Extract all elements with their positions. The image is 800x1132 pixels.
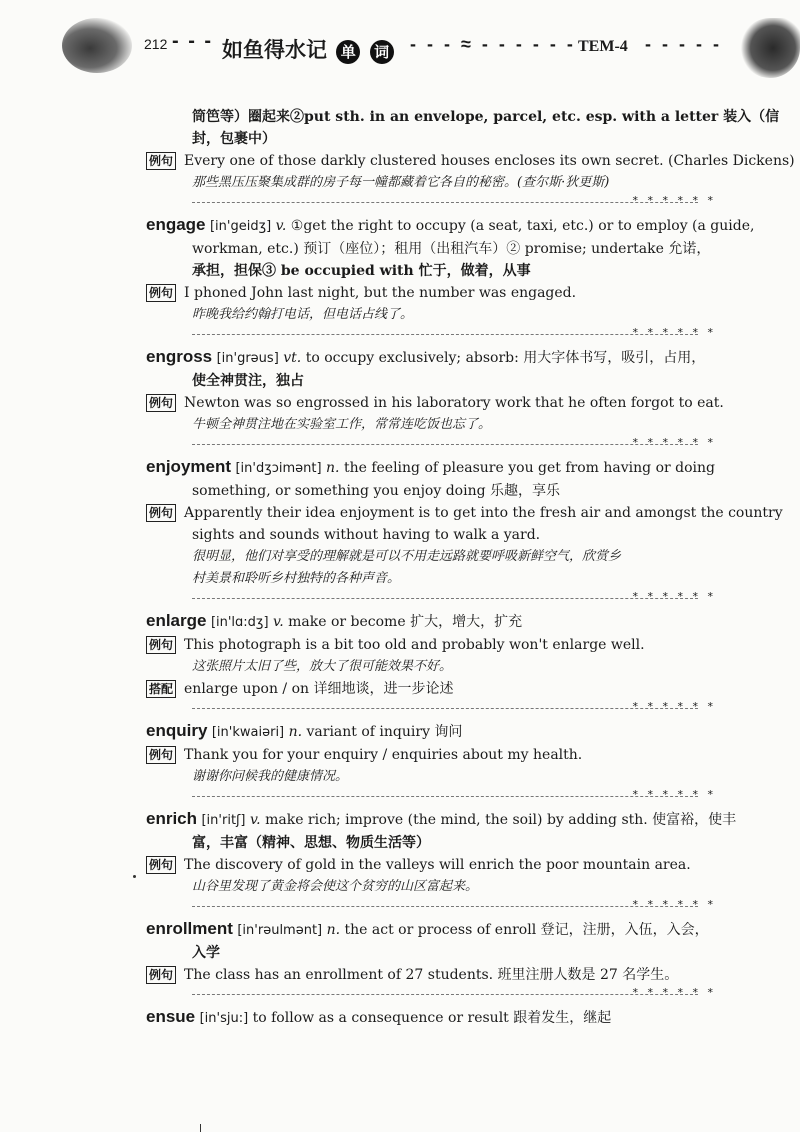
phonetic: [in'lɑ:dʒ]: [210, 615, 269, 630]
series-title-text: 如鱼得水记: [222, 37, 327, 62]
definition-line: 富，丰富（精神、思想、物质生活等）: [192, 835, 430, 851]
separator-stars: * * * * * *: [632, 700, 716, 713]
separator-stars: * * * * * *: [632, 194, 716, 207]
intro-line-2: 封，包裹中）: [192, 131, 276, 147]
example-line: [146, 964, 716, 986]
part-of-speech: v.: [275, 218, 287, 234]
part-of-speech: n.: [326, 460, 340, 476]
headword: engage: [146, 215, 206, 234]
definition-line: 承担，担保③ be occupied with 忙于，做着，从事: [192, 263, 531, 279]
phonetic: [in'grəus]: [216, 351, 279, 366]
example-cn: 那些黑压压聚集成群的房子每一幢都藏着它各自的秘密。(查尔斯·狄更斯): [192, 175, 610, 190]
example-tag: 例句: [146, 966, 176, 984]
definition: make rich; improve (the mind, the soil) by adding sth. 使富裕，使丰: [265, 812, 737, 828]
example-tag: 例句: [146, 152, 176, 170]
separator-stars: * * * * * *: [632, 788, 716, 801]
page-header: [0, 0, 800, 100]
intro-example: [146, 150, 795, 172]
separator-stars: * * * * * *: [632, 590, 716, 603]
separator-stars: * * * * * *: [632, 326, 716, 339]
example-en: Apparently their idea enjoyment is to get into the fresh air and amongst the country: [184, 505, 783, 521]
series-title: [222, 34, 394, 64]
phonetic: [in'sju:]: [199, 1011, 249, 1026]
entry-separator: [146, 790, 716, 804]
example-en: The class has an enrollment of 27 students. 班里注册人数是 27 名学生。: [184, 967, 679, 983]
phonetic: [in'ritʃ]: [201, 813, 246, 828]
definition-line: 入学: [192, 945, 220, 961]
example-line: [146, 282, 716, 304]
header-dashes-right: - - - - -: [645, 34, 722, 54]
headword: enrollment: [146, 919, 233, 938]
headword-line: [146, 610, 716, 634]
separator-line: [192, 796, 698, 797]
entry-separator: [146, 988, 716, 1002]
entry-ensue: [146, 1006, 716, 1030]
stray-dot: [133, 875, 136, 878]
phonetic: [in'dʒɔimənt]: [235, 461, 322, 476]
tem-label: TEM-4: [578, 38, 628, 55]
entry-separator: [146, 702, 716, 716]
example-en: This photograph is a bit too old and probably won't enlarge well.: [184, 637, 645, 653]
example-cn: 昨晚我给约翰打电话，但电话占线了。: [192, 307, 414, 322]
separator-line: [192, 994, 698, 995]
headword-line: [146, 214, 755, 238]
headword-line: [146, 720, 716, 744]
page-number: 212: [144, 36, 168, 52]
definition: to occupy exclusively; absorb: 用大字体书写，吸引，占用，: [305, 350, 706, 366]
example-tag: 例句: [146, 504, 176, 522]
part-of-speech: n.: [288, 724, 303, 740]
headword-line: [146, 918, 716, 942]
example-en: Newton was so engrossed in his laboratory work that he often forgot to eat.: [184, 395, 724, 411]
separator-stars: * * * * * *: [632, 898, 716, 911]
entry-engage: [146, 214, 755, 342]
intro-line-1: 筒笆等）圈起来②put sth. in an envelope, parcel, etc. esp. with a letter 装入（信: [192, 109, 780, 125]
separator-line: [192, 444, 698, 445]
entry-separator: [146, 592, 716, 606]
example-en-line: sights and sounds without having to walk a yard.: [192, 527, 541, 543]
example-tag: 例句: [146, 856, 176, 874]
headword-line: [146, 456, 716, 480]
definition: make or become 扩大，增大，扩充: [288, 614, 523, 630]
example-cn: 这张照片太旧了些，放大了很可能效果不好。: [192, 659, 453, 674]
separator-line: [192, 334, 698, 335]
example-en: The discovery of gold in the valleys will enrich the poor mountain area.: [184, 857, 691, 873]
series-circle-1: 单: [336, 40, 360, 64]
headword-line: [146, 346, 716, 370]
example-cn: 牛顿全神贯注地在实验室工作，常常连吃饭也忘了。: [192, 417, 492, 432]
example-line: [146, 744, 716, 766]
headword-line: [146, 808, 737, 832]
example-tag: 例句: [146, 284, 176, 302]
separator-stars: * * * * * *: [632, 436, 716, 449]
separator-line: [192, 708, 698, 709]
example-tag: 例句: [146, 636, 176, 654]
part-of-speech: v.: [249, 812, 261, 828]
separator-stars: * * * * * *: [632, 986, 716, 999]
leaf-decoration-icon: [740, 18, 800, 78]
entry-enrich: [146, 808, 737, 914]
definition-line: 使全神贯注，独占: [192, 373, 304, 389]
headword: engross: [146, 347, 213, 366]
collocation-tag: 搭配: [146, 680, 176, 698]
collocation-text: enlarge upon / on 详细地谈，进一步论述: [184, 681, 454, 697]
headword: enlarge: [146, 611, 207, 630]
intro-block: [146, 106, 795, 210]
part-of-speech: v.: [272, 614, 284, 630]
separator-line: [192, 202, 698, 203]
separator-line: [192, 598, 698, 599]
example-cn: 村美景和聆听乡村独特的各种声音。: [192, 571, 401, 586]
example-cn: 山谷里发现了黄金将会使这个贫穷的山区富起来。: [192, 879, 479, 894]
entry-separator: [146, 196, 716, 210]
header-dashes-mid: [410, 34, 576, 55]
fish-decoration-icon: [62, 18, 132, 73]
example-cn: 很明显，他们对享受的理解就是可以不用走远路就要呼吸新鲜空气，欣赏乡: [192, 549, 622, 564]
example-tag: 例句: [146, 746, 176, 764]
entry-engross: [146, 346, 724, 452]
wave-icon: ≈: [461, 34, 482, 54]
entry-separator: [146, 438, 716, 452]
separator-line: [192, 906, 698, 907]
example-en: I phoned John last night, but the number was engaged.: [184, 285, 577, 301]
definition: variant of inquiry 询问: [306, 724, 463, 740]
definition-line: workman, etc.) 预订（座位）；租用（出租汽车）② promise; undertake 允诺，: [192, 241, 711, 257]
dictionary-content: [146, 106, 795, 1030]
definition: ①get the right to occupy (a seat, taxi, etc.) or to employ (a guide,: [290, 218, 755, 234]
bottom-mark: [200, 1124, 201, 1132]
example-line: [146, 392, 724, 414]
entry-enlarge: [146, 610, 716, 716]
phonetic: [in'kwaiəri]: [211, 725, 285, 740]
example-line: [146, 502, 783, 524]
header-dashes-left: - - -: [172, 30, 214, 52]
headword-line: [146, 1006, 716, 1030]
header-dashes-mid-a: - - -: [410, 34, 453, 54]
entry-enrollment: [146, 918, 716, 1002]
definition-line: something, or something you enjoy doing 乐趣，享乐: [192, 483, 560, 499]
headword: ensue: [146, 1007, 196, 1026]
part-of-speech: n.: [326, 922, 341, 938]
example-en: Thank you for your enquiry / enquiries about my health.: [184, 747, 583, 763]
headword: enjoyment: [146, 457, 232, 476]
example-en: Every one of those darkly clustered houses encloses its own secret. (Charles Dickens): [184, 153, 795, 169]
entry-enquiry: [146, 720, 716, 804]
part-of-speech: vt.: [283, 350, 302, 366]
example-cn: 谢谢你问候我的健康情况。: [192, 769, 349, 784]
example-line: [146, 634, 716, 656]
entry-separator: [146, 900, 716, 914]
example-line: [146, 854, 716, 876]
definition: to follow as a consequence or result 跟着发生，继起: [252, 1010, 612, 1026]
headword: enrich: [146, 809, 198, 828]
series-circle-2: 词: [370, 40, 394, 64]
headword: enquiry: [146, 721, 208, 740]
example-tag: 例句: [146, 394, 176, 412]
definition: the act or process of enroll 登记，注册，入伍，入会，: [344, 922, 709, 938]
header-dashes-mid-b: - - - - - -: [481, 34, 576, 54]
phonetic: [in'rəulmənt]: [237, 923, 323, 938]
collocation-line: [146, 678, 716, 700]
phonetic: [in'geidʒ]: [209, 219, 272, 234]
entry-separator: [146, 328, 716, 342]
definition: the feeling of pleasure you get from having or doing: [343, 460, 715, 476]
entry-enjoyment: [146, 456, 783, 606]
